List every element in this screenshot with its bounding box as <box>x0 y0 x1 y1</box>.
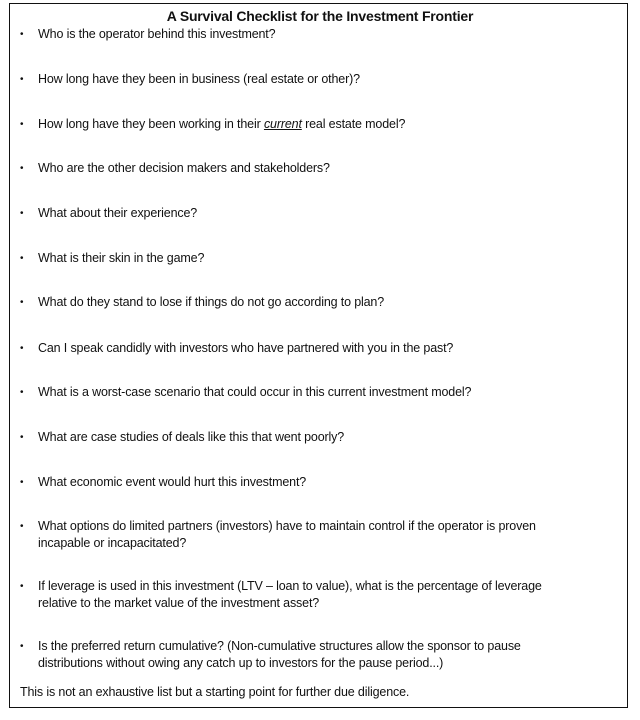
bullet-icon: • <box>20 119 24 130</box>
item-text: How long have they been in business (real estate or other)? <box>38 72 360 86</box>
bullet-icon: • <box>20 297 24 308</box>
item-text-before: How long have they been working in their <box>38 117 264 131</box>
bullet-icon: • <box>20 343 24 354</box>
bullet-icon: • <box>20 387 24 398</box>
item-text-emphasis: current <box>263 117 302 131</box>
item-text-line1: If leverage is used in this investment (LTV – loan to value), what is the percentage of leverage <box>38 579 542 593</box>
bullet-icon: • <box>20 74 24 85</box>
item-text-line1: Is the preferred return cumulative? (Non-cumulative structures allow the sponsor to pause <box>38 639 521 653</box>
item-text: What economic event would hurt this investment? <box>38 475 307 489</box>
bullet-icon: • <box>20 208 24 219</box>
item-text-line1: What options do limited partners (investors) have to maintain control if the operator is proven <box>38 519 536 533</box>
item-text: Who are the other decision makers and stakeholders? <box>38 161 330 175</box>
bullet-icon: • <box>20 29 24 40</box>
item-text <box>38 116 613 133</box>
item-text: What about their experience? <box>38 206 198 220</box>
item-text: Can I speak candidly with investors who have partnered with you in the past? <box>38 341 454 355</box>
item-text: What is a worst-case scenario that could occur in this current investment model? <box>38 385 472 399</box>
bullet-icon: • <box>20 521 24 532</box>
bullet-icon: • <box>20 581 24 592</box>
footer-note: This is not an exhaustive list but a starting point for further due diligence. <box>20 685 410 699</box>
bullet-icon: • <box>20 432 24 443</box>
bullet-icon: • <box>20 641 24 652</box>
bullet-icon: • <box>20 253 24 264</box>
item-text: Who is the operator behind this investment? <box>38 27 276 41</box>
bullet-icon: • <box>20 163 24 174</box>
item-text-line2: incapable or incapacitated? <box>38 536 187 550</box>
item-text-line2: distributions without owing any catch up to investors for the pause period...) <box>38 656 444 670</box>
item-text-after: real estate model? <box>301 117 406 131</box>
item-text: What is their skin in the game? <box>38 251 205 265</box>
bullet-icon: • <box>20 477 24 488</box>
checklist-title: A Survival Checklist for the Investment Frontier <box>166 8 474 24</box>
item-text-line2: relative to the market value of the investment asset? <box>38 596 320 610</box>
item-text: What are case studies of deals like this that went poorly? <box>38 430 345 444</box>
item-text: What do they stand to lose if things do not go according to plan? <box>38 295 385 309</box>
